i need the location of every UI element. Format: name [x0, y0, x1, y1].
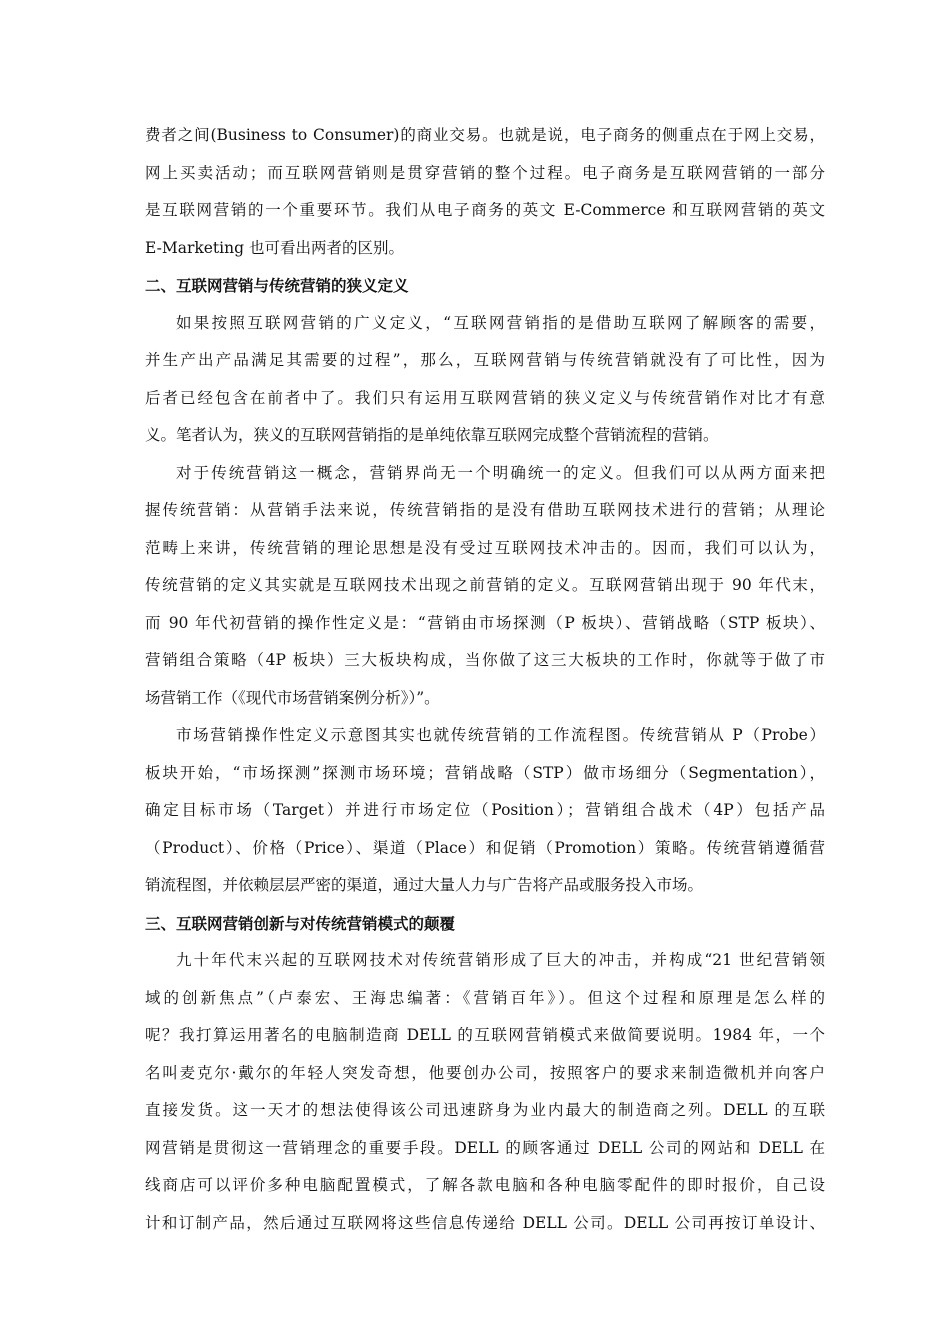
paragraph-line: 九十年代末兴起的互联网技术对传统营销形成了巨大的冲击，并构成“21 世纪营销领 — [176, 951, 825, 969]
paragraph-line: 场营销工作（《现代市场营销案例分析》）”。 — [145, 688, 440, 707]
paragraph-line: 网营销是贯彻这一营销理念的重要手段。DELL 的顾客通过 DELL 公司的网站和 DELL 在 — [145, 1138, 825, 1157]
paragraph-line: 计和订制产品，然后通过互联网将这些信息传递给 DELL 公司。DELL 公司再按订单设计、 — [145, 1213, 825, 1232]
paragraph-line: 确定目标市场（Target）并进行市场定位（Position）；营销组合战术（4P）包括产品 — [145, 801, 825, 819]
paragraph-line: 域的创新焦点”（卢泰宏、王海忠编著：《营销百年》）。但这个过程和原理是怎么样的 — [145, 988, 825, 1007]
paragraph-line: 传统营销的定义其实就是互联网技术出现之前营销的定义。互联网营销出现于 90 年代末， — [145, 576, 825, 594]
paragraph-line: 销流程图，并依赖层层严密的渠道，通过大量人力与广告将产品或服务投入市场。 — [145, 876, 704, 894]
paragraph-line: 义。笔者认为，狭义的互联网营销指的是单纯依靠互联网完成整个营销流程的营销。 — [145, 426, 719, 444]
paragraph-line: 名叫麦克尔·戴尔的年轻人突发奇想，他要创办公司，按照客户的要求来制造微机并向客户 — [145, 1063, 825, 1082]
paragraph-line: （Product）、价格（Price）、渠道（Place）和促销（Promotion）策略。传统营销遵循营 — [145, 838, 825, 857]
paragraph-line: 板块开始，“市场探测”探测市场环境；营销战略（STP）做市场细分（Segmentation）， — [145, 763, 825, 782]
paragraph-line: 是互联网营销的一个重要环节。我们从电子商务的英文 E-Commerce 和互联网营销的英文 — [145, 201, 825, 219]
paragraph-line: 直接发货。这一天才的想法使得该公司迅速跻身为业内最大的制造商之列。DELL 的互联 — [145, 1101, 825, 1119]
section-heading: 二、互联网营销与传统营销的狭义定义 — [145, 276, 409, 295]
paragraph-line: 对于传统营销这一概念，营销界尚无一个明确统一的定义。但我们可以从两方面来把 — [176, 463, 825, 482]
paragraph-line: 线商店可以评价多种电脑配置模式，了解各款电脑和各种电脑零配件的即时报价，自己设 — [145, 1176, 825, 1194]
paragraph-line: 而 90 年代初营销的操作性定义是：“营销由市场探测（P 板块）、营销战略（STP 板块）、 — [145, 613, 825, 632]
paragraph-line: E-Marketing 也可看出两者的区别。 — [145, 238, 404, 257]
section-heading: 三、互联网营销创新与对传统营销模式的颠覆 — [145, 913, 456, 933]
paragraph-line: 费者之间(Business to Consumer)的商业交易。也就是说，电子商务的侧重点在于网上交易， — [145, 126, 825, 144]
paragraph-line: 呢？我打算运用著名的电脑制造商 DELL 的互联网营销模式来做简要说明。1984 年，一个 — [145, 1026, 825, 1044]
paragraph-line: 范畴上来讲，传统营销的理论思想是没有受过互联网技术冲击的。因而，我们可以认为， — [145, 538, 825, 557]
paragraph-line: 如果按照互联网营销的广义定义，“互联网营销指的是借助互联网了解顾客的需要， — [176, 313, 825, 332]
paragraph-line: 后者已经包含在前者中了。我们只有运用互联网营销的狭义定义与传统营销作对比才有意 — [145, 388, 825, 407]
paragraph-line: 网上买卖活动；而互联网营销则是贯穿营销的整个过程。电子商务是互联网营销的一部分 — [145, 163, 825, 182]
document-page — [145, 117, 825, 1242]
paragraph-line: 市场营销操作性定义示意图其实也就传统营销的工作流程图。传统营销从 P（Probe） — [176, 726, 825, 744]
paragraph-line: 握传统营销：从营销手法来说，传统营销指的是没有借助互联网技术进行的营销；从理论 — [145, 501, 825, 519]
paragraph-line: 营销组合策略（4P 板块）三大板块构成，当你做了这三大板块的工作时，你就等于做了市 — [145, 651, 825, 669]
paragraph-line: 并生产出产品满足其需要的过程”，那么，互联网营销与传统营销就没有了可比性，因为 — [145, 351, 825, 369]
